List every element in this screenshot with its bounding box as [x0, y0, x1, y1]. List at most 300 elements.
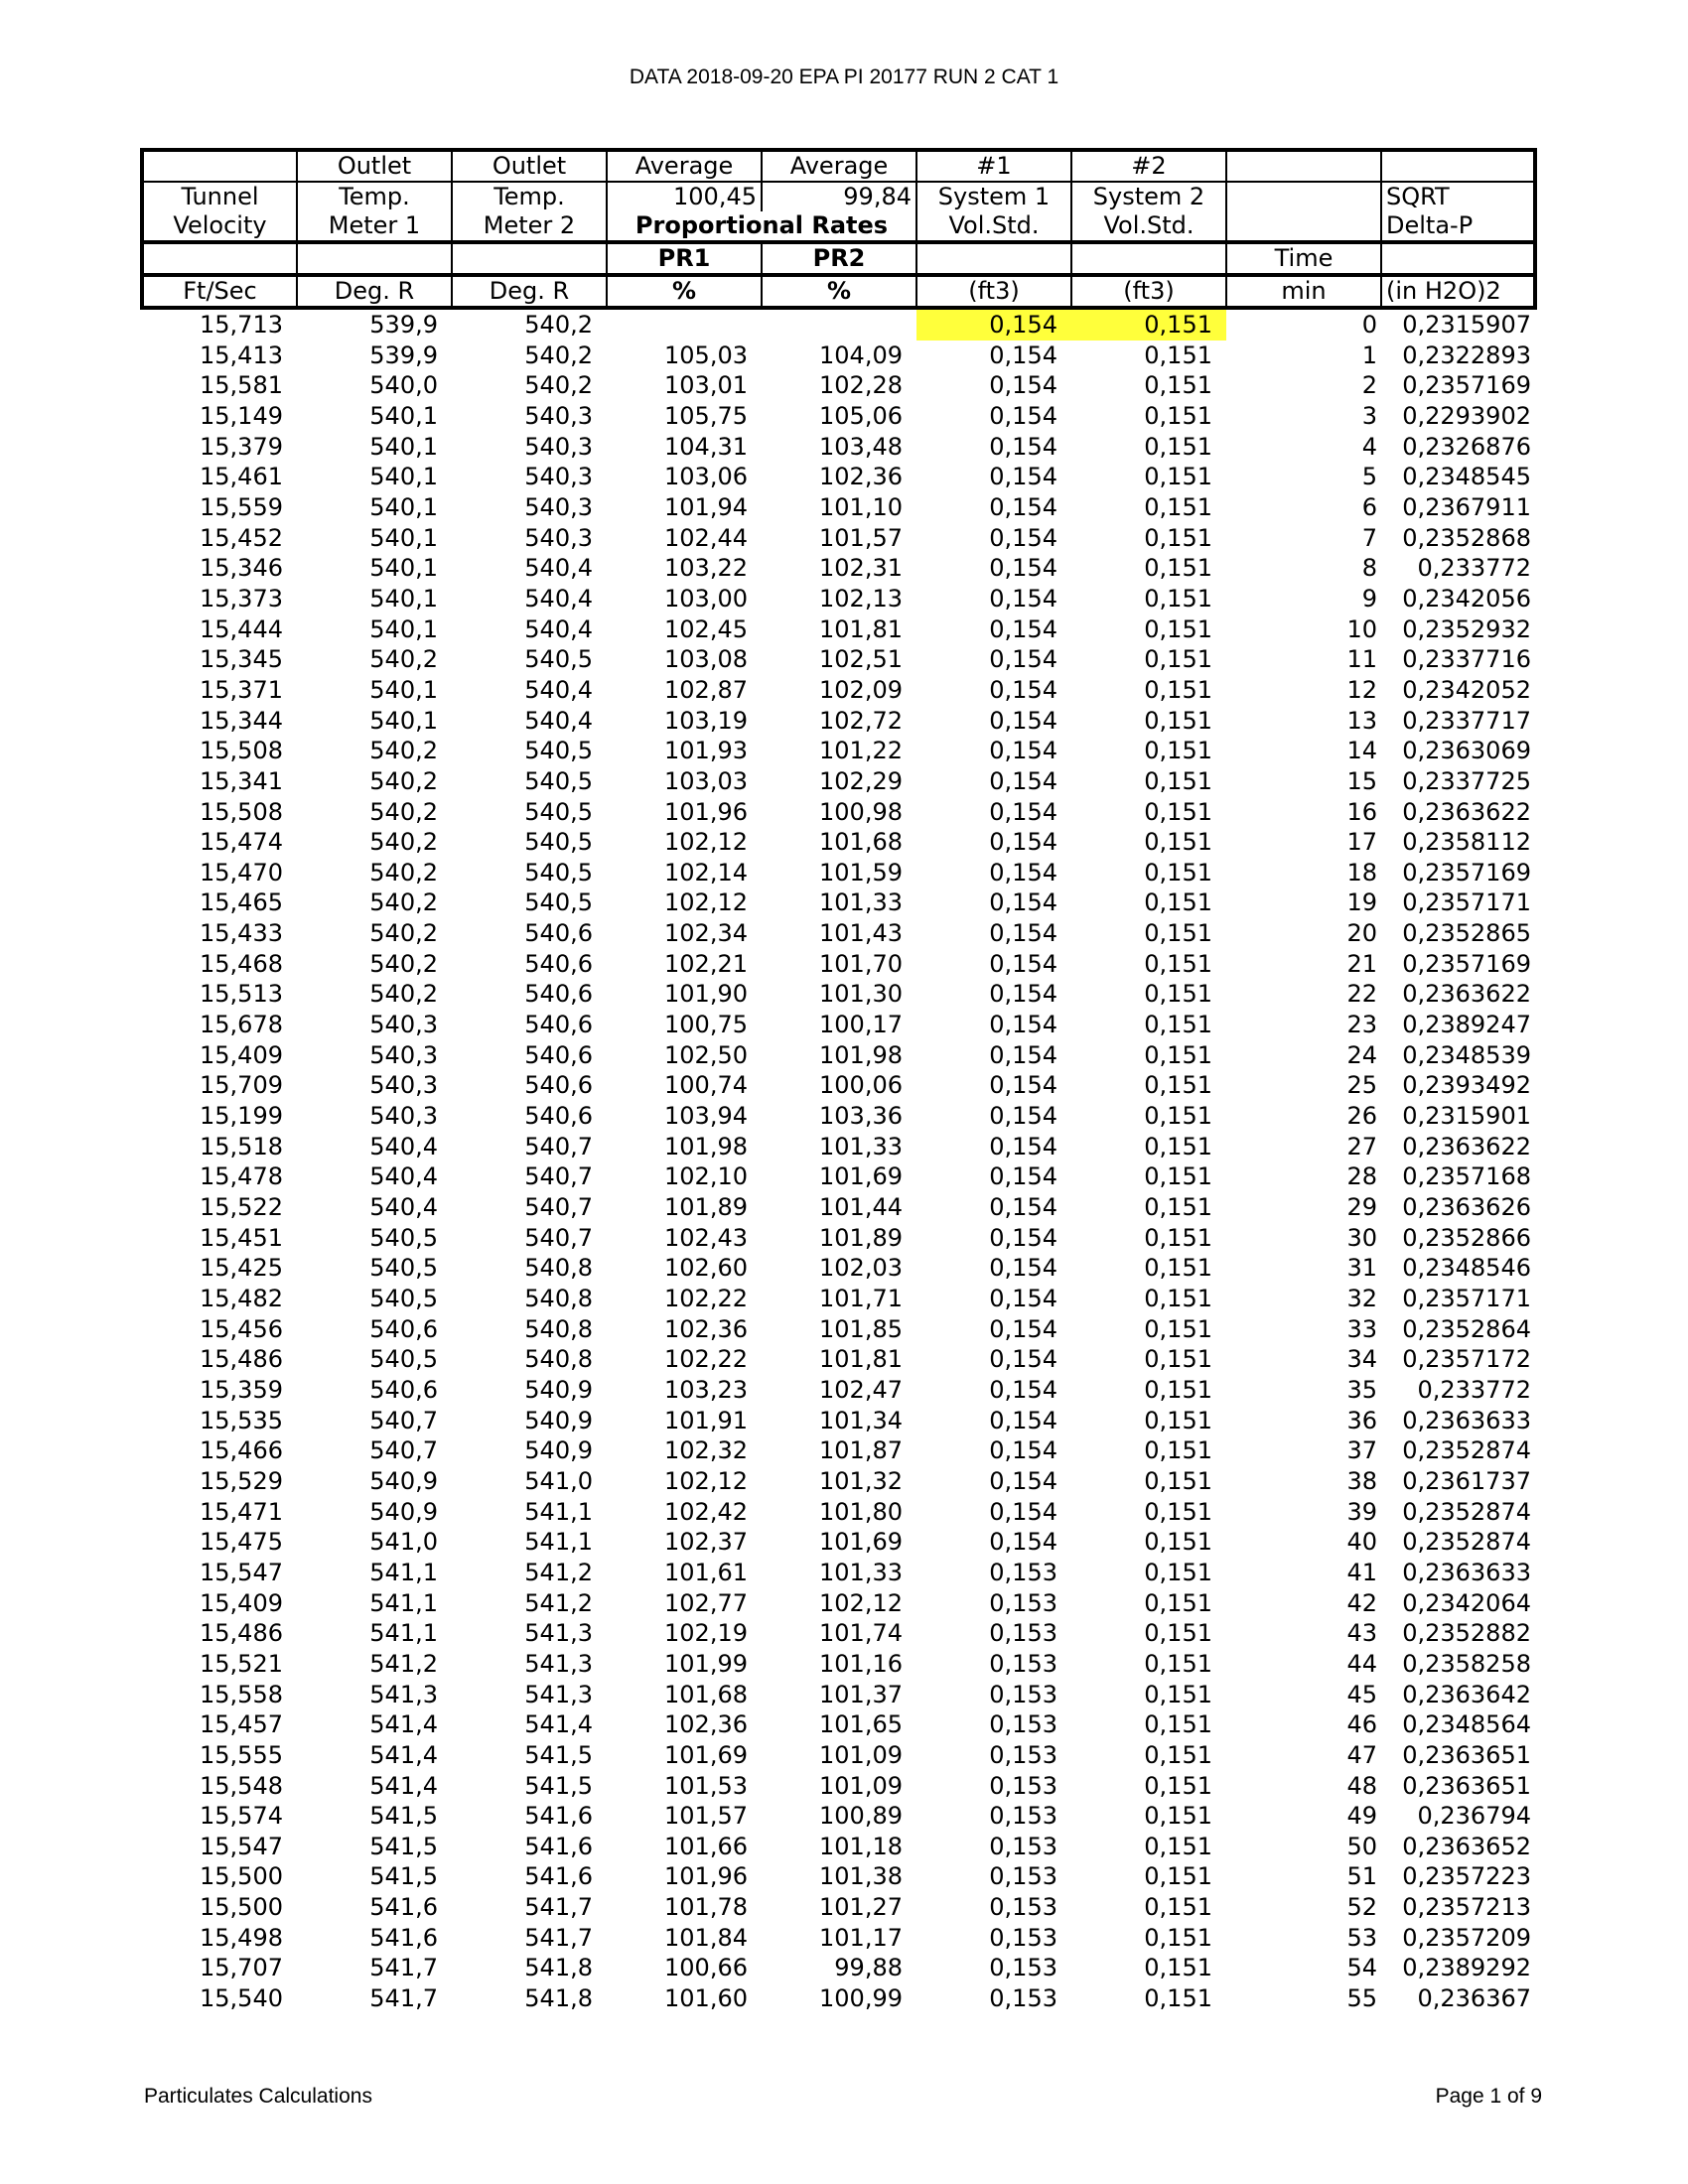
- table-cell: 0,151: [1144, 432, 1212, 461]
- table-cell: 541,1: [369, 1619, 438, 1648]
- table-cell: 41: [1346, 1558, 1377, 1586]
- table-cell: 101,69: [819, 1162, 903, 1191]
- table-cell: 103,23: [664, 1375, 748, 1404]
- table-body: [142, 308, 1535, 2014]
- table-cell: 0,151: [1144, 1436, 1212, 1465]
- table-cell: 102,22: [664, 1345, 748, 1374]
- table-cell: 540,7: [524, 1162, 593, 1191]
- table-cell: 541,3: [524, 1649, 593, 1678]
- table-cell: 102,19: [664, 1619, 748, 1648]
- table-cell: 0,151: [1144, 888, 1212, 917]
- table-cell: 541,1: [524, 1528, 593, 1557]
- table-cell: 3: [1361, 401, 1377, 430]
- table-cell: 102,87: [664, 675, 748, 704]
- table-cell: 15,149: [200, 401, 283, 430]
- table-cell: 0,153: [989, 1710, 1057, 1739]
- table-cell: 540,3: [524, 432, 593, 461]
- table-cell: 15,199: [200, 1102, 283, 1131]
- table-cell: 101,22: [819, 737, 903, 765]
- table-cell: 2: [1361, 371, 1377, 400]
- table-cell: 38: [1346, 1466, 1377, 1495]
- table-cell: 102,12: [664, 828, 748, 857]
- header-cell: Velocity: [142, 211, 297, 242]
- table-cell: 11: [1346, 645, 1377, 674]
- table-cell: 540,3: [369, 1040, 438, 1069]
- table-cell: 0,151: [1144, 1893, 1212, 1922]
- table-cell: 45: [1346, 1680, 1377, 1708]
- table-cell: 102,28: [819, 371, 903, 400]
- table-cell: 540,1: [369, 492, 438, 521]
- table-cell: 541,7: [369, 1984, 438, 2013]
- table-cell: 0,154: [989, 1345, 1057, 1374]
- header-row: [142, 182, 1535, 211]
- table-cell: 15,547: [200, 1558, 283, 1586]
- table-cell: 0,2367911: [1402, 492, 1531, 521]
- table-cell: 0,2363626: [1402, 1193, 1531, 1222]
- table-cell: 15,486: [200, 1345, 283, 1374]
- table-cell: 24: [1346, 1040, 1377, 1069]
- table-row: [142, 1497, 1535, 1528]
- table-cell: 0,154: [989, 858, 1057, 887]
- table-cell: 17: [1346, 828, 1377, 857]
- header-cell: [1381, 150, 1535, 182]
- table-cell: 540,2: [369, 737, 438, 765]
- table-row: [142, 675, 1535, 706]
- table-cell: 540,2: [369, 797, 438, 826]
- table-cell: 15,522: [200, 1193, 283, 1222]
- table-cell: 0,2363069: [1402, 737, 1531, 765]
- table-cell: 102,10: [664, 1162, 748, 1191]
- table-cell: 541,5: [369, 1802, 438, 1831]
- table-row: [142, 979, 1535, 1010]
- table-cell: 0,154: [989, 675, 1057, 704]
- table-cell: 15,371: [200, 675, 283, 704]
- table-cell: 0,153: [989, 1954, 1057, 1982]
- table-row: [142, 341, 1535, 371]
- table-cell: 15,471: [200, 1497, 283, 1526]
- header-cell: System 2: [1071, 182, 1226, 211]
- table-cell: 0,151: [1144, 980, 1212, 1009]
- table-cell: 101,69: [664, 1740, 748, 1769]
- table-cell: 101,98: [664, 1132, 748, 1160]
- table-cell: 105,06: [819, 401, 903, 430]
- table-cell: 0,154: [989, 1132, 1057, 1160]
- table-cell: 14: [1346, 737, 1377, 765]
- table-cell: 15,345: [200, 645, 283, 674]
- table-cell: 0,151: [1144, 1680, 1212, 1708]
- table-cell: 101,34: [819, 1406, 903, 1434]
- table-cell: 0,154: [989, 828, 1057, 857]
- table-cell: 0,2326876: [1402, 432, 1531, 461]
- table-cell: 540,3: [369, 1071, 438, 1100]
- table-cell: 15,547: [200, 1832, 283, 1860]
- table-cell: 103,36: [819, 1102, 903, 1131]
- table-row: [142, 1010, 1535, 1040]
- table-cell: 15,466: [200, 1436, 283, 1465]
- table-cell: 0,2352864: [1402, 1314, 1531, 1343]
- table-cell: 103,48: [819, 432, 903, 461]
- table-cell: 0,154: [989, 1285, 1057, 1312]
- table-cell: 101,53: [664, 1771, 748, 1800]
- table-cell: 0,2357213: [1402, 1893, 1531, 1922]
- table-cell: 0,151: [1144, 645, 1212, 674]
- table-cell: 101,93: [664, 737, 748, 765]
- table-cell: 0,2352874: [1402, 1497, 1531, 1526]
- header-cell: Average: [762, 150, 916, 182]
- table-cell: 44: [1346, 1649, 1377, 1678]
- table-cell: 15,341: [200, 766, 283, 795]
- table-cell: 0,154: [989, 1162, 1057, 1191]
- table-cell: 0,154: [989, 797, 1057, 826]
- table-cell: 102,12: [819, 1588, 903, 1617]
- header-row: [142, 275, 1535, 308]
- table-cell: 101,89: [664, 1193, 748, 1222]
- table-cell: 101,61: [664, 1558, 748, 1586]
- table-cell: 101,30: [819, 980, 903, 1009]
- table-cell: 541,1: [524, 1497, 593, 1526]
- table-cell: 0,154: [989, 766, 1057, 795]
- table-cell: 0,151: [1144, 401, 1212, 430]
- table-row: [142, 1253, 1535, 1284]
- table-cell: 0,2389292: [1402, 1954, 1531, 1982]
- table-cell: 0,153: [989, 1619, 1057, 1648]
- table-cell: 0,153: [989, 1923, 1057, 1952]
- table-cell: 15,548: [200, 1771, 283, 1800]
- header-cell: [1226, 182, 1381, 211]
- table-cell: 15,482: [200, 1285, 283, 1312]
- table-cell: 0,2337725: [1402, 766, 1531, 795]
- table-cell: 0,154: [989, 1436, 1057, 1465]
- table-row: [142, 1588, 1535, 1619]
- table-cell: 101,66: [664, 1832, 748, 1860]
- table-cell: 0,154: [989, 1040, 1057, 1069]
- table-cell: 0,153: [989, 1893, 1057, 1922]
- table-row: [142, 1892, 1535, 1923]
- table-row: [142, 1406, 1535, 1436]
- table-row: [142, 1771, 1535, 1802]
- table-cell: 0,151: [1144, 1466, 1212, 1495]
- table-cell: 37: [1346, 1436, 1377, 1465]
- table-cell: 541,0: [369, 1528, 438, 1557]
- table-cell: 103,94: [664, 1102, 748, 1131]
- table-cell: 541,6: [369, 1923, 438, 1952]
- table-cell: 15,500: [200, 1862, 283, 1891]
- table-cell: 102,51: [819, 645, 903, 674]
- table-cell: 540,2: [369, 949, 438, 978]
- table-row: [142, 1435, 1535, 1466]
- table-cell: 0,151: [1144, 737, 1212, 765]
- table-cell: 101,81: [819, 614, 903, 643]
- table-row: [142, 523, 1535, 554]
- table-cell: 15,555: [200, 1740, 283, 1769]
- header-cell: (in H2O)2: [1381, 275, 1535, 308]
- table-cell: 15: [1346, 766, 1377, 795]
- table-cell: 0,154: [989, 554, 1057, 583]
- table-cell: 0,151: [1144, 1406, 1212, 1434]
- table-row: [142, 1344, 1535, 1375]
- table-cell: 0,2363642: [1402, 1680, 1531, 1708]
- table-cell: 0,2348545: [1402, 463, 1531, 491]
- table-cell: 30: [1346, 1223, 1377, 1252]
- table-cell: 541,4: [369, 1740, 438, 1769]
- table-cell: 540,5: [524, 828, 593, 857]
- table-cell: 0,2357169: [1402, 949, 1531, 978]
- table-cell: 0,154: [989, 1497, 1057, 1526]
- table-cell: 0,153: [989, 1832, 1057, 1860]
- table-cell: 102,44: [664, 523, 748, 552]
- table-cell: 0,2361737: [1402, 1466, 1531, 1495]
- table-row: [142, 858, 1535, 888]
- table-cell: 0,2342056: [1402, 584, 1531, 613]
- table-cell: 0,151: [1144, 919, 1212, 948]
- table-cell: 101,57: [664, 1802, 748, 1831]
- table-cell: 0,151: [1144, 1497, 1212, 1526]
- table-cell: 540,6: [524, 919, 593, 948]
- table-cell: 101,33: [819, 1132, 903, 1160]
- table-row: [142, 706, 1535, 737]
- table-cell: 15,486: [200, 1619, 283, 1648]
- table-cell: 540,5: [369, 1285, 438, 1312]
- table-cell: 15,457: [200, 1710, 283, 1739]
- page-title: DATA 2018-09-20 EPA PI 20177 RUN 2 CAT 1: [629, 66, 1059, 88]
- table-row: [142, 1709, 1535, 1740]
- table-cell: 540,1: [369, 523, 438, 552]
- table-cell: 15,413: [200, 341, 283, 369]
- table-cell: 101,71: [819, 1285, 903, 1312]
- table-cell: 0,2363622: [1402, 1132, 1531, 1160]
- table-cell: 21: [1346, 949, 1377, 978]
- header-cell: Meter 2: [452, 211, 607, 242]
- table-cell: 0,151: [1144, 523, 1212, 552]
- table-cell: 541,7: [369, 1954, 438, 1982]
- table-cell: 0,151: [1144, 341, 1212, 369]
- table-cell: 102,36: [664, 1710, 748, 1739]
- table-cell: 0,151: [1144, 584, 1212, 613]
- table-cell: 52: [1346, 1893, 1377, 1922]
- table-cell: 35: [1346, 1375, 1377, 1404]
- header-cell: (ft3): [1071, 275, 1226, 308]
- table-cell: 15,452: [200, 523, 283, 552]
- table-cell: 102,34: [664, 919, 748, 948]
- table-cell: 0,154: [989, 584, 1057, 613]
- header-cell: min: [1226, 275, 1381, 308]
- table-cell: 541,0: [524, 1466, 593, 1495]
- table-cell: 103,00: [664, 584, 748, 613]
- header-cell: [1226, 211, 1381, 242]
- table-cell: 540,3: [524, 401, 593, 430]
- table-cell: 55: [1346, 1984, 1377, 2013]
- table-cell: 0,154: [989, 1528, 1057, 1557]
- header-cell: Temp.: [297, 182, 452, 211]
- table-cell: 15,558: [200, 1680, 283, 1708]
- table-cell: 0,153: [989, 1740, 1057, 1769]
- table-cell: 101,65: [819, 1710, 903, 1739]
- table-cell: 540,2: [369, 645, 438, 674]
- table-cell: 540,0: [369, 371, 438, 400]
- table-cell: 540,2: [369, 858, 438, 887]
- table-row: [142, 1740, 1535, 1771]
- table-cell: 541,8: [524, 1984, 593, 2013]
- table-cell: 540,2: [369, 980, 438, 1009]
- table-cell: 0,151: [1144, 1102, 1212, 1131]
- table-cell: 0,154: [989, 492, 1057, 521]
- table-cell: 540,6: [524, 1071, 593, 1100]
- page-number: Page 1 of 9: [1435, 2085, 1542, 2108]
- table-cell: 0,153: [989, 1771, 1057, 1800]
- table-row: [142, 370, 1535, 401]
- table-cell: 29: [1346, 1193, 1377, 1222]
- table-cell: 540,5: [369, 1254, 438, 1283]
- header-cell: #2: [1071, 150, 1226, 182]
- table-cell: 15,379: [200, 432, 283, 461]
- table-cell: 102,14: [664, 858, 748, 887]
- table-cell: 100,17: [819, 1011, 903, 1039]
- table-cell: 101,99: [664, 1649, 748, 1678]
- table-cell: 15,470: [200, 858, 283, 887]
- table-cell: 0,151: [1144, 949, 1212, 978]
- table-row: [142, 1558, 1535, 1588]
- table-cell: 104,31: [664, 432, 748, 461]
- table-cell: 0,151: [1144, 554, 1212, 583]
- table-cell: 0,153: [989, 1558, 1057, 1586]
- table-cell: 540,2: [524, 341, 593, 369]
- table-cell: 0,2293902: [1402, 401, 1531, 430]
- table-cell: 101,74: [819, 1619, 903, 1648]
- table-cell: 102,22: [664, 1285, 748, 1312]
- table-cell: 540,4: [524, 554, 593, 583]
- table-cell: 539,9: [369, 311, 438, 339]
- table-cell: 540,1: [369, 675, 438, 704]
- header-cell: PR1: [607, 242, 762, 275]
- table-cell: 100,06: [819, 1071, 903, 1100]
- table-cell: 541,8: [524, 1954, 593, 1982]
- table-cell: 0,154: [989, 1375, 1057, 1404]
- table-cell: 540,6: [524, 980, 593, 1009]
- header-cell: Ft/Sec: [142, 275, 297, 308]
- table-cell: 0,151: [1144, 614, 1212, 643]
- table-cell: 540,2: [369, 919, 438, 948]
- table-cell: 6: [1361, 492, 1377, 521]
- table-cell: 540,5: [524, 797, 593, 826]
- header-cell: Temp.: [452, 182, 607, 211]
- table-cell: 39: [1346, 1497, 1377, 1526]
- header-cell: SQRT: [1381, 182, 1535, 211]
- table-row: [142, 1680, 1535, 1710]
- table-cell: [607, 308, 762, 341]
- table-cell: 540,9: [524, 1375, 593, 1404]
- table-cell: 101,69: [819, 1528, 903, 1557]
- table-cell: 0,151: [1144, 1771, 1212, 1800]
- table-cell: 23: [1346, 1011, 1377, 1039]
- table-cell: 101,32: [819, 1466, 903, 1495]
- table-cell: 102,37: [664, 1528, 748, 1557]
- table-cell: 101,91: [664, 1406, 748, 1434]
- header-cell: Meter 1: [297, 211, 452, 242]
- table-cell: 15,433: [200, 919, 283, 948]
- table-cell: 101,37: [819, 1680, 903, 1708]
- table-cell: 539,9: [369, 341, 438, 369]
- footer-title: Particulates Calculations: [144, 2085, 372, 2108]
- table-cell: 15,461: [200, 463, 283, 491]
- table-cell: 0,236794: [1417, 1802, 1531, 1831]
- table-cell: 0,151: [1144, 1588, 1212, 1617]
- table-cell: 540,4: [524, 584, 593, 613]
- table-cell: 540,6: [524, 1011, 593, 1039]
- table-cell: 15,581: [200, 371, 283, 400]
- table-cell: 101,10: [819, 492, 903, 521]
- table-row: [142, 797, 1535, 828]
- table-cell: 541,5: [524, 1740, 593, 1769]
- table-row: [142, 644, 1535, 675]
- table-cell: 103,22: [664, 554, 748, 583]
- table-cell: 47: [1346, 1740, 1377, 1769]
- table-cell: 0,233772: [1417, 554, 1531, 583]
- table-cell: 540,9: [524, 1436, 593, 1465]
- table-cell: 540,4: [524, 706, 593, 735]
- table-cell: 101,68: [819, 828, 903, 857]
- table-cell: 0: [1361, 311, 1377, 339]
- header-cell: [297, 242, 452, 275]
- table-cell: 102,12: [664, 1466, 748, 1495]
- table-cell: 0,154: [989, 1102, 1057, 1131]
- table-cell: 540,5: [524, 766, 593, 795]
- table-cell: 43: [1346, 1619, 1377, 1648]
- table-cell: 28: [1346, 1162, 1377, 1191]
- table-cell: 0,233772: [1417, 1375, 1531, 1404]
- table-cell: 540,7: [524, 1132, 593, 1160]
- table-cell: 101,33: [819, 888, 903, 917]
- table-cell: 0,151: [1144, 1528, 1212, 1557]
- table-cell: 0,153: [989, 1862, 1057, 1891]
- table-cell: 15,709: [200, 1071, 283, 1100]
- table-cell: 541,5: [524, 1771, 593, 1800]
- header-cell: [452, 242, 607, 275]
- table-cell: 0,2357223: [1402, 1862, 1531, 1891]
- table-cell: 0,151: [1144, 1285, 1212, 1312]
- table-cell: 101,90: [664, 980, 748, 1009]
- table-cell: 26: [1346, 1102, 1377, 1131]
- table-cell: 101,09: [819, 1740, 903, 1769]
- table-cell: 541,4: [369, 1710, 438, 1739]
- table-cell: 0,154: [989, 371, 1057, 400]
- table-cell: 0,154: [989, 523, 1057, 552]
- table-cell: 101,84: [664, 1923, 748, 1952]
- header-cell: Delta-P: [1381, 211, 1535, 242]
- table-cell: 15,713: [200, 311, 283, 339]
- table-cell: 102,13: [819, 584, 903, 613]
- table-cell: 0,2363651: [1402, 1740, 1531, 1769]
- table-cell: 102,50: [664, 1040, 748, 1069]
- table-cell: 540,8: [524, 1254, 593, 1283]
- table-row: [142, 1223, 1535, 1254]
- table-cell: 0,236367: [1417, 1984, 1531, 2013]
- table-cell: 15,513: [200, 980, 283, 1009]
- table-cell: 15,465: [200, 888, 283, 917]
- table-cell: 36: [1346, 1406, 1377, 1434]
- table-cell: 0,151: [1144, 1984, 1212, 2013]
- header-cell: Outlet: [452, 150, 607, 182]
- table-cell: 102,43: [664, 1223, 748, 1252]
- table-cell: 540,3: [369, 1102, 438, 1131]
- table-cell: 0,154: [989, 1406, 1057, 1434]
- table-cell: 15,574: [200, 1802, 283, 1831]
- table-cell: 0,151: [1144, 706, 1212, 735]
- table-cell: 540,2: [369, 828, 438, 857]
- table-cell: 0,151: [1144, 1619, 1212, 1648]
- table-cell: 0,2363633: [1402, 1406, 1531, 1434]
- table-cell: 0,151: [1144, 1162, 1212, 1191]
- table-cell: 103,06: [664, 463, 748, 491]
